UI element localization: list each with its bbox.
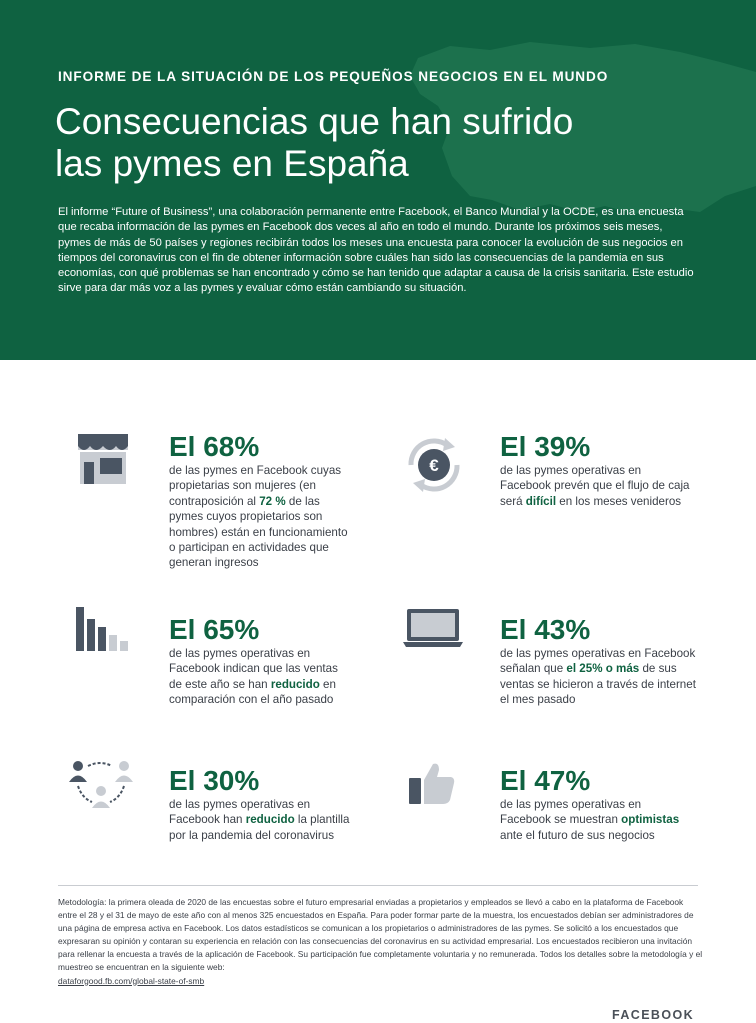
stat-description: de las pymes operativas en Facebook señalan que el 25% o más de sus ventas se hicieron a través de internet el mes pasado <box>500 647 696 707</box>
methodology-text: Metodología: la primera oleada de 2020 de las encuestas sobre el futuro empresarial enviadas a propietarios y empleados se llevó a cabo en la plataforma de Facebook entre el 28 y el 31 de mayo de este año con al menos 325 encuestados en España. Para poder formar parte de la muestra, los encuestados debían ser administradores de una página de empresa activa en Facebook. Los datos estadísticos se comunican a los propietarios o administradores de las pymes. Se solicitó a los encuestados que expresaran su opinión y contaran su experiencia en relación con las consecuencias del coronavirus en su actividad empresarial. Los encuestados recibieron una invitación para rellenar la encuesta a través de la aplicación de Facebook. Su participación fue completamente voluntaria y no remunerada. Todos los detalles sobre la metodología y el muestreo se encuentran en la siguiente web: <box>58 897 703 973</box>
stat-value: El 47% <box>500 765 591 796</box>
methodology-link[interactable]: dataforgood.fb.com/global-state-of-smb <box>58 975 205 986</box>
stat-value: El 43% <box>500 614 591 645</box>
declining-bars-icon <box>76 607 128 653</box>
euro-cycle-icon <box>403 435 465 495</box>
report-kicker: INFORME DE LA SITUACIÓN DE LOS PEQUEÑOS NEGOCIOS EN EL MUNDO <box>58 69 609 84</box>
stat-value: El 39% <box>500 431 591 462</box>
stat-description: de las pymes operativas en Facebook han reducido la plantilla por la pandemia del coronavirus <box>169 798 350 842</box>
stat-value: El 68% <box>169 431 260 462</box>
facebook-wordmark: FACEBOOK <box>612 1008 695 1022</box>
people-network-icon <box>68 760 134 810</box>
title-line-1: Consecuencias que han sufrido <box>55 101 574 142</box>
stat-description: de las pymes operativas en Facebook se muestran optimistas ante el futuro de sus negocios <box>500 798 680 842</box>
hero-banner <box>0 0 756 360</box>
page-title <box>55 101 695 185</box>
stat-description: de las pymes en Facebook cuyas propietarias son mujeres (en contraposición al 72 % de las pymes cuyos propietarios son hombres) están en funcionamiento o participan en actividades que generan ingresos <box>169 464 348 570</box>
laptop-icon <box>403 609 463 649</box>
methodology-note <box>58 896 703 988</box>
svg-text:€: € <box>429 456 439 475</box>
title-line-2: las pymes en España <box>55 143 409 184</box>
stat-description: de las pymes operativas en Facebook prevén que el flujo de caja será difícil en los meses venideros <box>500 464 690 508</box>
section-divider <box>58 885 698 886</box>
storefront-icon <box>76 434 130 486</box>
intro-paragraph: El informe “Future of Business”, una colaboración permanente entre Facebook, el Banco Mundial y la OCDE, es una encuesta que recaba información de las pymes en Facebook dos veces al año en todo el mundo. Durante los próximos seis meses, pymes de más de 50 países y regiones recibirán todos los meses una encuesta para conocer la evolución de sus negocios en tiempos del coronavirus con el fin de obtener información sobre cuáles han sido las consecuencias de la pandemia en sus economías, con qué problemas se han encontrado y cómo se han tenido que adaptar a causa de la crisis sanitaria. Este estudio sirve para dar más voz a las pymes y evaluar cómo están cambiando su situación. <box>58 206 694 295</box>
stat-description: de las pymes operativas en Facebook indican que las ventas de este año se han reducido en comparación con el año pasado <box>169 647 338 707</box>
thumbs-up-icon <box>409 762 455 806</box>
stat-value: El 30% <box>169 765 260 796</box>
stat-value: El 65% <box>169 614 260 645</box>
